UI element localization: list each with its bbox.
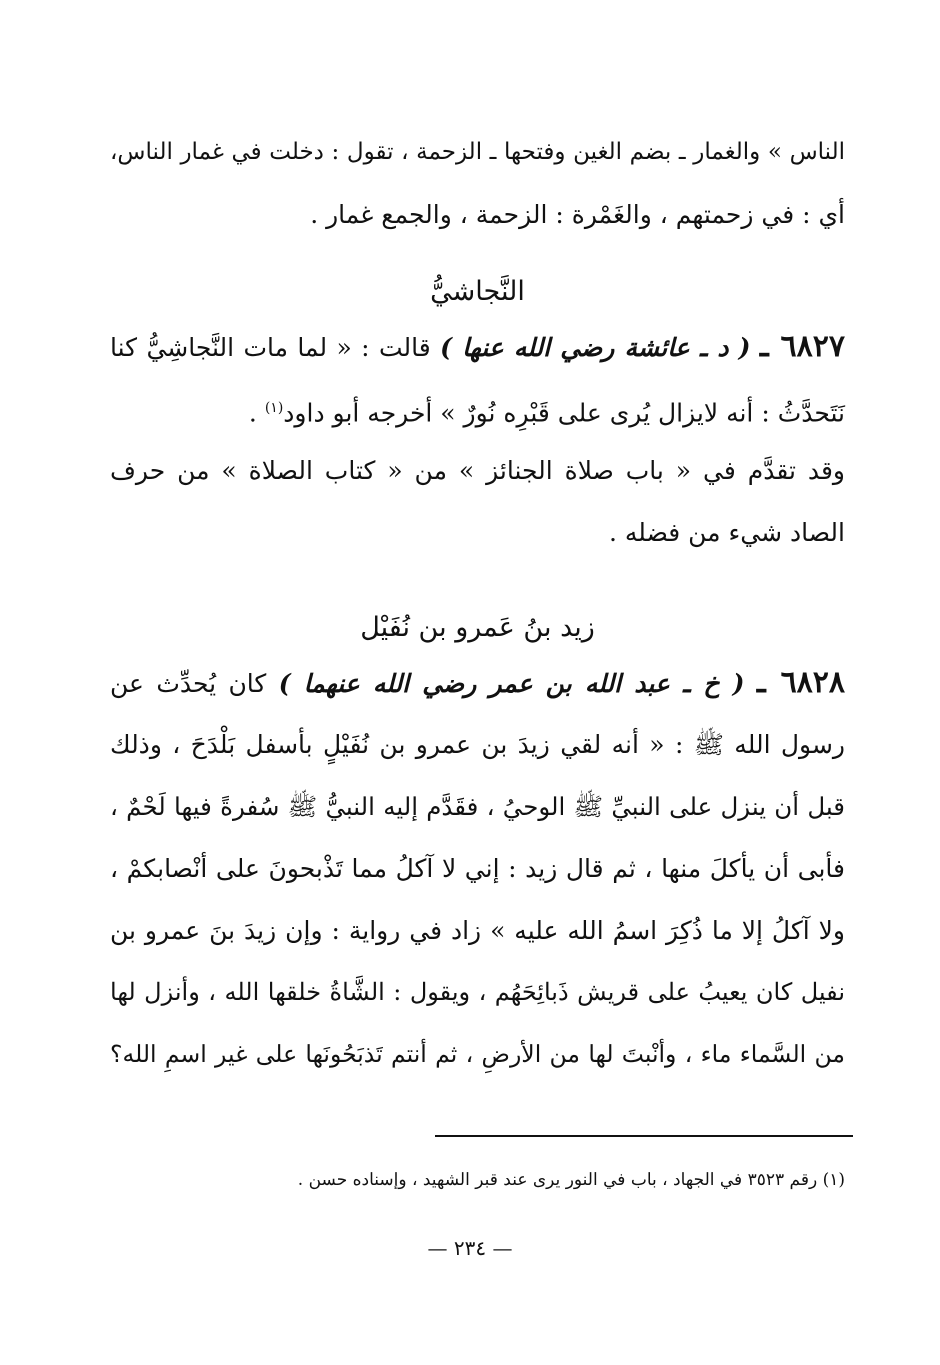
section-heading-zayd: زيد بنُ عَمرو بن نُفَيْل: [360, 612, 595, 643]
hadith-text: قالت : « لما مات النَّجاشِيُّ كنا: [110, 333, 431, 362]
page-number: — ٢٣٤ —: [427, 1236, 513, 1260]
section-heading-najashi: النَّجاشيُّ: [430, 276, 525, 307]
hadith-6828-line-2: رسول الله ﷺ : « أنه لقي زيدَ بن عمرو بن نُفَيْلٍ بأسفل بَلْدَحَ ، وذلك: [110, 730, 845, 759]
text-line-2: أي : في زحمتهم ، والغَمْرة : الزحمة ، والجمع غمار .: [310, 200, 845, 229]
page-body: [110, 140, 845, 1104]
hadith-6828-line-4: فأبى أن يأكلَ منها ، ثم قال زيد : إني لا آكلُ مما تَذْبحونَ على أنْصابكمْ ،: [110, 854, 845, 883]
hadith-text-end: .: [248, 398, 265, 428]
hadith-text: نَتَحدَّثُ : أنه لايزال يُرى على قَبْرِه نُورٌ » أخرجه أبو داود: [283, 398, 845, 428]
hadith-6828-line-5: ولا آكلُ إلا ما ذُكِرَ اسمُ الله عليه » زاد في رواية : وإن زيدَ بنَ عمرو بن: [110, 916, 845, 945]
hadith-6827-line-4: الصاد شيء من فضله .: [609, 518, 845, 547]
hadith-6828-line-6: نفيل كان يعيبُ على قريش ذَبائِحَهُم ، ويقول : الشَّاةُ خلقها الله ، وأنزل لها: [110, 978, 845, 1006]
text-line-1: الناس » والغمار ـ بضم الغين وفتحها ـ الزحمة ، تقول : دخلت في غمار الناس،: [110, 139, 845, 165]
hadith-6827-line-2: [110, 396, 845, 458]
hadith-source: ( خ ـ عبد الله بن عمر رضي الله عنهما ): [278, 669, 745, 698]
hadith-6827-line-3: وقد تقدَّم في « باب صلاة الجنائز » من « كتاب الصلاة » من حرف: [110, 456, 845, 485]
footnote-marker: (١): [264, 400, 284, 416]
footnote-divider: [435, 1135, 853, 1137]
hadith-6828-line-7: من السَّماء ماء ، وأنْبتَ لها من الأرضِ ، ثم أنتم تَذبَحُونَها على غير اسمِ الله؟: [110, 1040, 845, 1068]
hadith-source: ( د ـ عائشة رضي الله عنها ): [440, 333, 751, 362]
footnote: (١) رقم ٣٥٢٣ في الجهاد ، باب في النور يرى عند قبر الشهيد ، وإسناده حسن .: [297, 1170, 845, 1190]
hadith-6828-line-3: قبل أن ينزل على النبيِّ ﷺ الوحيُ ، فقَدَّم إليه النبيُّ ﷺ سُفرةً فيها لَحْمٌ ،: [110, 792, 845, 821]
hadith-6828-line-1: [110, 665, 846, 732]
hadith-6827-line-1: [110, 329, 845, 396]
hadith-text: كان يُحدِّث عن: [110, 669, 267, 698]
hadith-number: ٦٨٢٧ ـ: [759, 329, 845, 364]
hadith-number: ٦٨٢٨ ـ: [756, 665, 846, 700]
